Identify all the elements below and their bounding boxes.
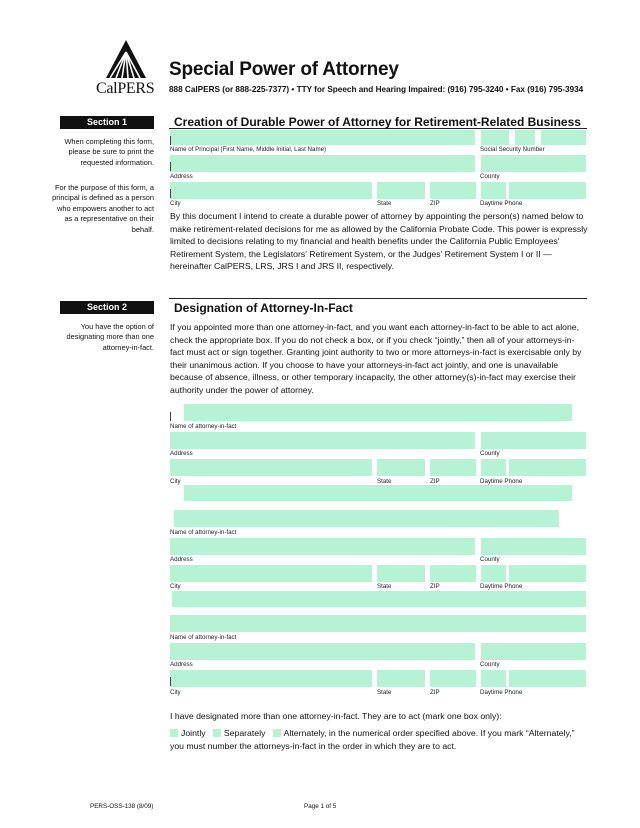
attorney-2-zip-label: ZIP [430,583,440,590]
contact-info: 888 CalPERS (or 888-225-7377) • TTY for Speech and Hearing Impaired: (916) 795-3240 • Fax (916) 795-3934 [169,85,584,94]
alternately-checkbox[interactable] [273,729,281,737]
attorney-2-phone-label: Daytime Phone [480,583,523,590]
ssn-field-2[interactable] [515,130,535,145]
address-label: Address [170,173,193,180]
logo-text: CalPERS [96,80,155,97]
zip-label: ZIP [430,200,440,207]
jointly-checkbox[interactable] [170,729,178,737]
tick [170,189,171,198]
attorney-1-phone-area-field[interactable] [481,459,506,476]
attorney-1-county-field[interactable] [481,432,586,449]
attorney-3-state-label: State [377,689,392,696]
side-note-designation: You have the option of designating more than one attorney-in-fact. [66,322,154,352]
section-2-label: Section 2 [60,301,154,314]
tick [170,162,171,171]
attorney-2-address-label: Address [170,556,193,563]
county-label: County [480,173,500,180]
attorney-1-city-label: City [170,478,181,485]
section-1-body: By this document I intend to create a durable power of attorney by appointing the person(s) named below to make retirement-related decisions for me as allowed by the California Probate Code. This power is expressly limited to decisions relating to my financial and health benefits under the California Public Employees' Retirement System, the Legislators' Retirement System, or the Judges' Retirement System I or II — hereinafter CalPERS, LRS, JRS I and JRS II, respectively. [170,211,588,272]
separately-checkbox[interactable] [213,729,221,737]
attorney-2-zip-field[interactable] [430,565,476,582]
principal-city-field[interactable] [170,182,372,199]
attorney-2-city-label: City [170,583,181,590]
principal-county-field[interactable] [481,155,586,172]
principal-zip-field[interactable] [430,182,476,199]
attorney-3-city-field[interactable] [170,670,372,687]
principal-phone-area-field[interactable] [481,182,506,199]
attorney-2-name-field[interactable] [174,510,559,527]
attorney-3-phone-field[interactable] [509,670,586,687]
side-note-print: When completing this form, please be sure to print the requested information. [64,137,154,167]
attorney-3-city-label: City [170,689,181,696]
attorney-3-state-field[interactable] [377,670,425,687]
attorney-1-name-label: Name of attorney-in-fact [170,423,237,430]
attorney-1-zip-label: ZIP [430,478,440,485]
principal-phone-field[interactable] [509,182,586,199]
principal-state-field[interactable] [377,182,425,199]
section-1-title: Creation of Durable Power of Attorney for Retirement-Related Business [174,115,581,129]
attorney-3-address-field[interactable] [170,643,475,660]
attorney-2-phone-field[interactable] [509,565,586,582]
ssn-label: Social Security Number [480,146,545,153]
page-title: Special Power of Attorney [169,59,399,80]
attorney-2-phone-area-field[interactable] [481,565,506,582]
principal-address-field[interactable] [170,155,475,172]
attorney-1-state-label: State [377,478,392,485]
attorney-2-county-label: County [480,556,500,563]
attorney-2-state-label: State [377,583,392,590]
section-2-title: Designation of Attorney-In-Fact [174,301,353,315]
attorney-3-address-label: Address [170,661,193,668]
attorney-2-name-label: Name of attorney-in-fact [170,529,237,536]
attorney-2-city-field[interactable] [170,565,372,582]
attorney-3-county-label: County [480,661,500,668]
section-2-body: If you appointed more than one attorney-in-fact, and you want each attorney-in-fact to be able to act alone, check the appropriate box. If you do not check a box, or if you check “jointly,” then all of your attorneys-in-fact must act or sign together. Granting joint authority to two or more attorneys-in-fact is exercisable only by their unanimous action. If you choose to have your attorneys-in-fact act jointly, and one is unavailable because of absence, illness, or other temporary incapacity, the other attorney(s)-in-fact may exercise their authority under the power of attorney. [170,322,582,395]
attorney-1-county-label: County [480,450,500,457]
side-note-principal: For the purpose of this form, a principal is defined as a person who empowers another to act as a representative on their behalf. [52,183,154,234]
attorney-3-zip-field[interactable] [430,670,476,687]
tick [170,412,171,421]
calpers-logo-icon [96,38,156,82]
ssn-field-3[interactable] [541,130,586,145]
alternately-instruction: you must number the attorneys-in-fact in the order in which they are to act. [170,741,457,751]
state-label: State [377,200,392,207]
attorney-1-address-field[interactable] [170,432,475,449]
section-2-rule [169,298,587,299]
attorney-1-address-label: Address [170,450,193,457]
attorney-1-name-field[interactable] [184,404,572,421]
ssn-field-1[interactable] [481,130,509,145]
attorney-1-city-field[interactable] [170,459,372,476]
attorney-2-state-field[interactable] [377,565,425,582]
attorney-2-extra-field[interactable] [172,591,586,607]
jointly-label: Jointly [181,728,206,738]
form-id: PERS-OSS-138 (8/09) [90,803,154,810]
alternately-label: Alternately, in the numerical order specified above. If you mark “Alternately,” [283,728,575,738]
attorney-2-address-field[interactable] [170,538,475,555]
attorney-2-county-field[interactable] [481,538,586,555]
page-number: Page 1 of 5 [304,803,337,810]
separately-label: Separately [223,728,266,738]
attorney-1-phone-field[interactable] [509,459,586,476]
section-1-label: Section 1 [60,116,154,129]
city-label: City [170,200,181,207]
attorney-3-phone-area-field[interactable] [481,670,506,687]
attorney-1-zip-field[interactable] [430,459,476,476]
tick [170,136,171,145]
attorney-1-phone-label: Daytime Phone [480,478,523,485]
designation-options [170,727,575,740]
attorney-3-name-field[interactable] [170,615,586,632]
attorney-3-name-label: Name of attorney-in-fact [170,634,237,641]
tick [170,677,171,686]
phone-label: Daytime Phone [480,200,523,207]
attorney-1-state-field[interactable] [377,459,425,476]
principal-name-label: Name of Principal (First Name, Middle Initial, Last Name) [170,146,327,153]
calpers-logo [96,38,156,98]
principal-name-field[interactable] [170,130,475,145]
attorney-3-phone-label: Daytime Phone [480,689,523,696]
attorney-3-zip-label: ZIP [430,689,440,696]
attorney-1-extra-field[interactable] [184,485,572,501]
designation-text: I have designated more than one attorney-in-fact. They are to act (mark one box only): [170,711,502,721]
attorney-3-county-field[interactable] [481,643,586,660]
